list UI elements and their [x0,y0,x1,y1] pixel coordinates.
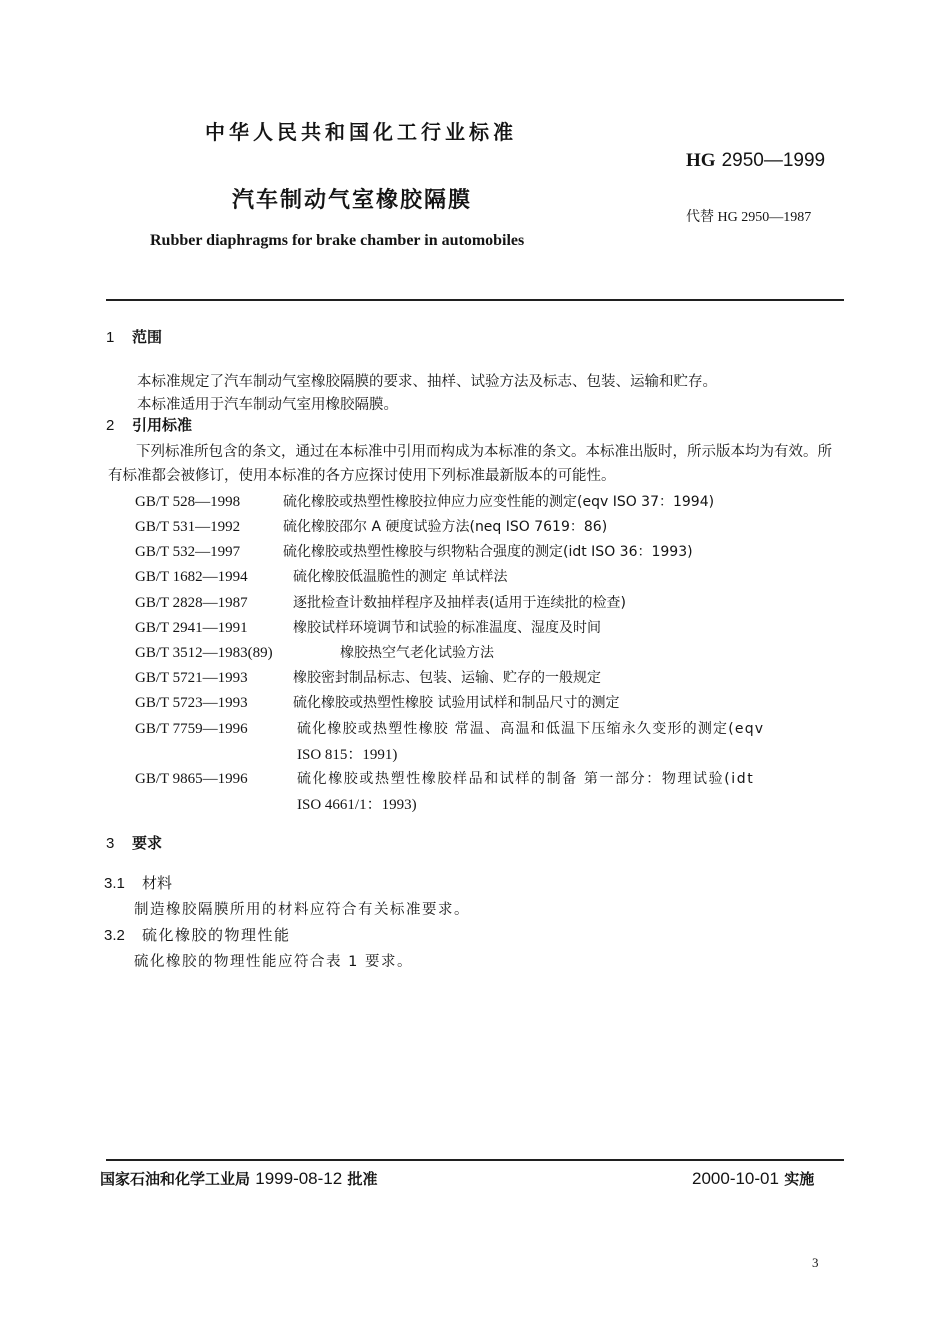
reference-item: GB/T 7759—1996 硫化橡胶或热塑性橡胶 常温、高温和低温下压缩永久变形的测定(eqv [135,721,765,737]
effective-date: 2000-10-01 [692,1169,779,1188]
reference-item: GB/T 3512—1983(89) 橡胶热空气老化试验方法 [135,645,494,661]
standard-number [686,150,825,172]
section-3-1-heading: 3.1 材料 [104,874,173,892]
reference-item: GB/T 531—1992 硫化橡胶邵尔 A 硬度试验方法(neq ISO 7619：86) [135,519,608,535]
section-1-paragraph: 本标准规定了汽车制动气室橡胶隔膜的要求、抽样、试验方法及标志、包装、运输和贮存。 [137,374,717,390]
approval-date: 1999-08-12 [255,1169,343,1188]
reference-item: GB/T 9865—1996 硫化橡胶或热塑性橡胶样品和试样的制备 第一部分：物理试验(idt [135,771,755,787]
footer-divider [106,1159,844,1161]
section-3-1-text: 制造橡胶隔膜所用的材料应符合有关标准要求。 [134,902,470,918]
section-3-2-heading: 3.2 硫化橡胶的物理性能 [104,926,291,944]
reference-item: GB/T 1682—1994 硫化橡胶低温脆性的测定 单试样法 [135,569,508,585]
section-3-2-text: 硫化橡胶的物理性能应符合表 1 要求。 [134,954,413,970]
document-title-en: Rubber diaphragms for brake chamber in automobiles [150,232,525,249]
approval-info [100,1168,377,1189]
approval-label: 批准 [347,1170,378,1188]
reference-item-continuation: ISO 4661/1：1993) [297,797,417,813]
reference-item: GB/T 5721—1993 橡胶密封制品标志、包装、运输、贮存的一般规定 [135,670,601,686]
effective-info [692,1168,814,1189]
reference-item: GB/T 2828—1987 逐批检查计数抽样程序及抽样表(适用于连续批的检查) [135,595,626,611]
section-2-heading: 2 引用标准 [106,416,193,434]
reference-item: GB/T 532—1997 硫化橡胶或热塑性橡胶与织物粘合强度的测定(idt ISO 36：1993) [135,544,693,560]
effective-label: 实施 [784,1170,815,1188]
reference-item: GB/T 528—1998 硫化橡胶或热塑性橡胶拉伸应力应变性能的测定(eqv ISO 37：1994) [135,494,715,510]
issuing-organization: 中华人民共和国化工行业标准 [205,120,517,144]
section-2-intro: 下列标准所包含的条文，通过在本标准中引用而构成为本标准的条文。本标准出版时，所示版本均为有效。所有标准都会被修订，使用本标准的各方应探讨使用下列标准最新版本的可能性。 [108,444,832,484]
reference-item: GB/T 5723—1993 硫化橡胶或热塑性橡胶 试验用试样和制品尺寸的测定 [135,695,620,711]
replaces-standard: 代替 HG 2950—1987 [686,210,812,225]
section-3-heading: 3 要求 [106,834,163,852]
section-1-heading: 1 范围 [106,328,163,346]
issuer: 国家石油和化学工业局 [100,1170,251,1188]
page-number: 3 [812,1255,819,1270]
document-title-cn: 汽车制动气室橡胶隔膜 [232,188,473,213]
standard-number-value: 2950—1999 [721,150,826,171]
section-1-paragraph: 本标准适用于汽车制动气室用橡胶隔膜。 [137,397,398,413]
reference-item: GB/T 2941—1991 橡胶试样环境调节和试验的标准温度、湿度及时间 [135,620,601,636]
header-divider [106,299,844,301]
reference-item-continuation: ISO 815：1991) [297,747,398,763]
standard-prefix: HG [686,150,716,171]
